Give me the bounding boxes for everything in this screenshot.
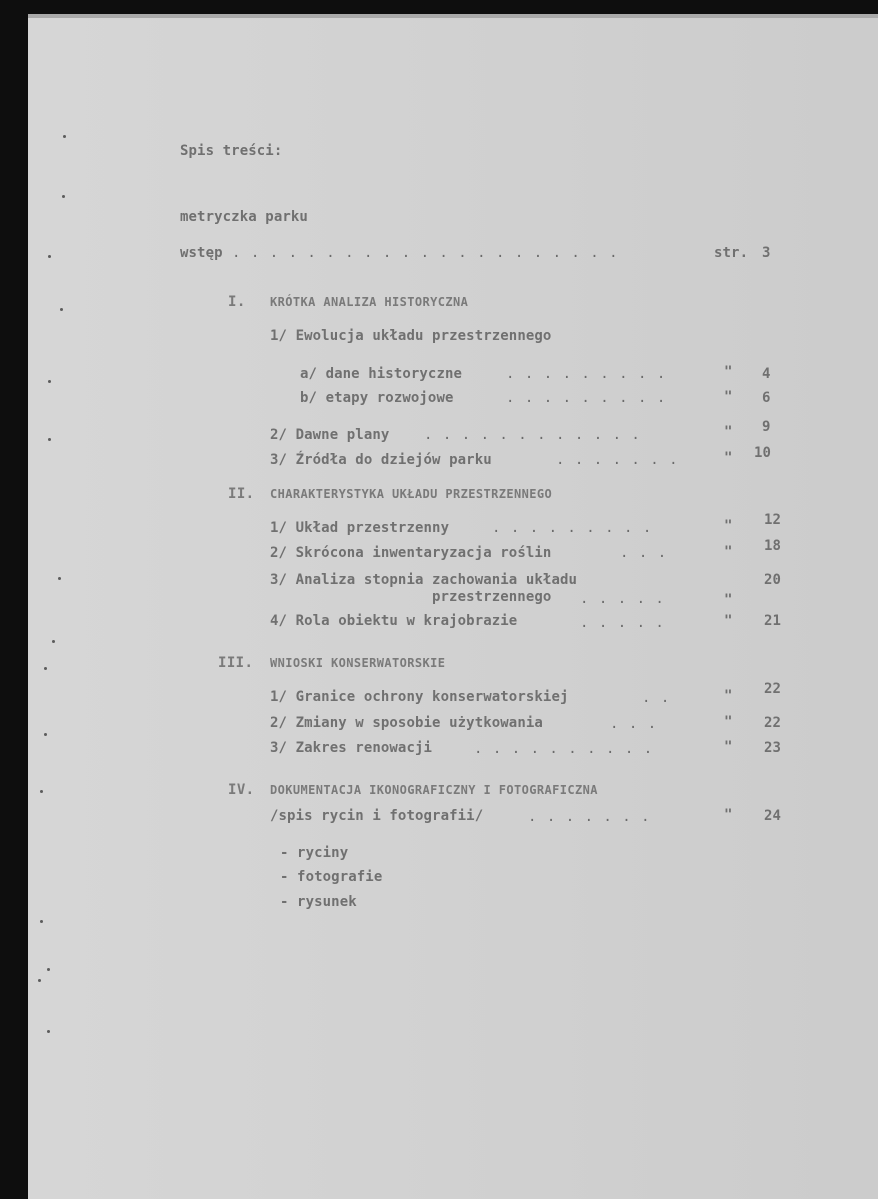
ditto-mark: " bbox=[724, 364, 733, 380]
margin-mark bbox=[58, 577, 61, 580]
page-number: 23 bbox=[764, 740, 782, 756]
section-heading: DOKUMENTACJA IKONOGRAFICZNY I FOTOGRAFICZNA bbox=[270, 783, 598, 797]
section-numeral: I. bbox=[228, 294, 246, 310]
margin-mark bbox=[40, 920, 43, 923]
toc-entry-label: 1/ Granice ochrony konserwatorskiej bbox=[270, 689, 569, 705]
toc-entry-label: 3/ Zakres renowacji bbox=[270, 740, 433, 756]
toc-item-label: wstęp bbox=[180, 245, 223, 261]
section-heading: WNIOSKI KONSERWATORSKIE bbox=[270, 656, 446, 670]
toc-entry-label: b/ etapy rozwojowe bbox=[300, 390, 454, 406]
leader-dots: . . . . . bbox=[580, 591, 665, 607]
ditto-mark: " bbox=[724, 544, 733, 560]
ditto-mark: " bbox=[724, 389, 733, 405]
toc-entry-label: a/ dane historyczne bbox=[300, 366, 463, 382]
leader-dots: . . . . . . . . . . . . bbox=[424, 427, 641, 443]
toc-item-label: metryczka parku bbox=[180, 209, 308, 225]
list-item: - ryciny bbox=[280, 845, 349, 861]
ditto-mark: " bbox=[724, 592, 733, 608]
toc-entry-label: 3/ Analiza stopnia zachowania układu bbox=[270, 572, 578, 588]
toc-entry-label: 3/ Źródła do dziejów parku bbox=[270, 452, 492, 468]
page-number: 20 bbox=[764, 572, 782, 588]
leader-dots: . . . bbox=[610, 716, 658, 732]
margin-mark bbox=[60, 308, 63, 311]
ditto-mark: " bbox=[724, 518, 733, 534]
page-number: 10 bbox=[754, 445, 772, 461]
leader-dots: . . . bbox=[620, 545, 668, 561]
section-numeral: II. bbox=[228, 486, 255, 502]
toc-entry-label: 1/ Ewolucja układu przestrzennego bbox=[270, 328, 552, 344]
margin-mark bbox=[38, 979, 41, 982]
toc-entry-label: /spis rycin i fotografii/ bbox=[270, 808, 484, 824]
section-numeral: III. bbox=[218, 655, 254, 671]
page-prefix: str. bbox=[714, 245, 749, 261]
leader-dots: . . . . . . . . . bbox=[506, 366, 667, 382]
document-page bbox=[28, 14, 878, 1199]
margin-mark bbox=[48, 255, 51, 258]
leader-dots: . . . . . . . . . bbox=[506, 390, 667, 406]
ditto-mark: " bbox=[724, 714, 733, 730]
margin-mark bbox=[44, 733, 47, 736]
margin-mark bbox=[44, 667, 47, 670]
toc-entry-label: przestrzennego bbox=[432, 589, 552, 605]
margin-mark bbox=[63, 135, 66, 138]
toc-entry-label: 2/ Zmiany w sposobie użytkowania bbox=[270, 715, 543, 731]
toc-entry-label: 2/ Skrócona inwentaryzacja roślin bbox=[270, 545, 552, 561]
list-item: - rysunek bbox=[280, 894, 357, 910]
leader-dots: . . . . . . . . . bbox=[492, 520, 653, 536]
margin-mark bbox=[48, 380, 51, 383]
leader-dots: . . . . . . . bbox=[556, 452, 679, 468]
list-item: - fotografie bbox=[280, 869, 383, 885]
ditto-mark: " bbox=[724, 739, 733, 755]
page-number: 24 bbox=[764, 808, 782, 824]
ditto-mark: " bbox=[724, 807, 733, 823]
margin-mark bbox=[47, 968, 50, 971]
page-number: 18 bbox=[764, 538, 782, 554]
margin-mark bbox=[40, 790, 43, 793]
toc-entry-label: 1/ Układ przestrzenny bbox=[270, 520, 450, 536]
ditto-mark: " bbox=[724, 688, 733, 704]
margin-mark bbox=[62, 195, 65, 198]
ditto-mark: " bbox=[724, 613, 733, 629]
page-number: 22 bbox=[764, 681, 782, 697]
page-number: 3 bbox=[762, 245, 771, 261]
leader-dots: . . bbox=[642, 690, 671, 706]
page-number: 12 bbox=[764, 512, 782, 528]
section-heading: KRÓTKA ANALIZA HISTORYCZNA bbox=[270, 295, 469, 309]
page-number: 22 bbox=[764, 715, 782, 731]
page-number: 4 bbox=[762, 366, 771, 382]
leader-dots: . . . . . bbox=[580, 615, 665, 631]
page-number: 9 bbox=[762, 419, 771, 435]
section-heading: CHARAKTERYSTYKA UKŁADU PRZESTRZENNEGO bbox=[270, 487, 553, 501]
ditto-mark: " bbox=[724, 424, 733, 440]
toc-title: Spis treści: bbox=[180, 143, 283, 159]
margin-mark bbox=[52, 640, 55, 643]
leader-dots: . . . . . . . . . . bbox=[474, 741, 654, 757]
page-top-edge bbox=[28, 14, 878, 18]
leader-dots: . . . . . . . . . . . . . . . . . . . . . bbox=[232, 245, 619, 261]
margin-mark bbox=[48, 438, 51, 441]
toc-entry-label: 2/ Dawne plany bbox=[270, 427, 390, 443]
section-numeral: IV. bbox=[228, 782, 255, 798]
ditto-mark: " bbox=[724, 450, 733, 466]
page-number: 21 bbox=[764, 613, 782, 629]
leader-dots: . . . . . . . bbox=[528, 809, 651, 825]
toc-entry-label: 4/ Rola obiektu w krajobrazie bbox=[270, 613, 518, 629]
margin-mark bbox=[47, 1030, 50, 1033]
page-number: 6 bbox=[762, 390, 771, 406]
